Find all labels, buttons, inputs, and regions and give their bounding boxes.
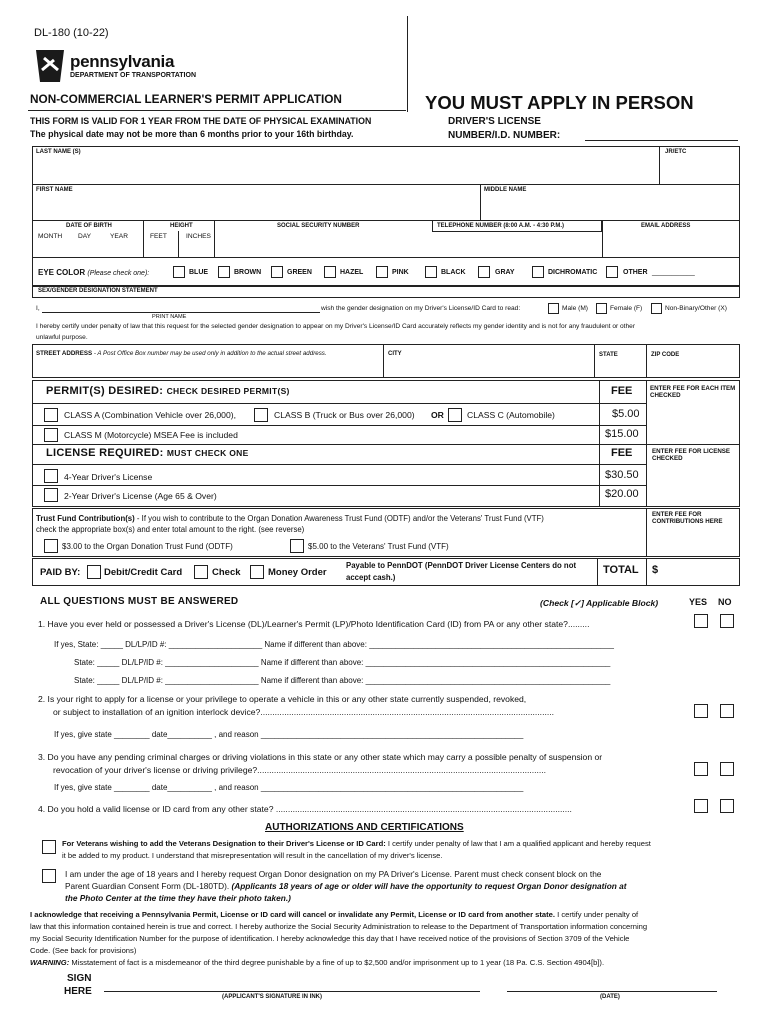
eye-hazel-checkbox[interactable] (324, 266, 336, 278)
organ-donor-text-2: Parent Guardian Consent Form (DL-180TD). (Applicants 18 years of age or older will have the opportunity to request Organ Donor designation at (65, 881, 627, 891)
veterans-text: For Veterans wishing to add the Veterans Designation to their Driver's License or ID Card: I certify under penalty of law that I am a qualified applicant and hereby request (62, 839, 651, 848)
permits-fee-label: FEE (611, 385, 633, 397)
organ-donor-text: I am under the age of 18 years and I hereby request Organ Donor designation on my PA Driver's License. Parent must check consent block on the (65, 869, 602, 879)
q3-no-checkbox[interactable] (720, 762, 734, 776)
license-heading: LICENSE REQUIRED: MUST CHECK ONE (46, 447, 249, 459)
eye-pink-label: PINK (392, 269, 409, 276)
vtf-checkbox[interactable] (290, 539, 304, 553)
sign-label: SIGN (67, 973, 92, 984)
gender-male-checkbox[interactable] (548, 303, 559, 314)
form-title: NON-COMMERCIAL LEARNER'S PERMIT APPLICATION (30, 92, 342, 106)
organ-donor-text-3: the Photo Center at the time they have their photo taken.) (65, 893, 291, 903)
payable-note-2: accept cash.) (346, 573, 396, 582)
ack-text-3: my Social Security Identification Number for the purpose of identification. I hereby acknowledge this day that I have received notice of the provisions of Section 3709 of the Vehicle (30, 934, 630, 943)
four-year-checkbox[interactable] (44, 469, 58, 483)
class-m-fee: $15.00 (605, 428, 639, 440)
feet-label: FEET (150, 233, 167, 240)
q1-state-2[interactable]: State: _____ DL/LP/ID #: _____________________ Name if different than above: _______________________________________________________ (74, 658, 611, 667)
signature-label: (APPLICANT'S SIGNATURE IN INK) (222, 994, 322, 1000)
paid-by-label: PAID BY: (40, 567, 81, 578)
height-label: HEIGHT (170, 223, 193, 229)
gender-certify: I hereby certify under penalty of law that this request for the selected gender designation to appear on my Driver's License/ID Card accurately reflects my gender identity and is not for any fraudulent or other (36, 323, 636, 330)
form-id: DL-180 (10-22) (34, 27, 109, 39)
gender-statement: wish the gender designation on my Driver's License/ID Card to read: (321, 305, 521, 312)
ssn-label: SOCIAL SECURITY NUMBER (277, 223, 360, 229)
gender-female-checkbox[interactable] (596, 303, 607, 314)
vtf-label: $5.00 to the Veterans' Trust Fund (VTF) (308, 542, 449, 551)
eye-other-label: OTHER (623, 269, 648, 276)
q3-yes-checkbox[interactable] (694, 762, 708, 776)
dl-number-label-2: NUMBER/I.D. NUMBER: (448, 130, 561, 141)
veterans-checkbox[interactable] (42, 840, 56, 854)
eye-green-checkbox[interactable] (271, 266, 283, 278)
eye-brown-label: BROWN (234, 269, 262, 276)
print-name-label: PRINT NAME (152, 314, 187, 320)
check-label: Check (212, 567, 241, 578)
q1-state-3[interactable]: State: _____ DL/LP/ID #: _____________________ Name if different than above: _______________________________________________________ (74, 676, 611, 685)
class-c-label: CLASS C (Automobile) (467, 410, 555, 420)
q2-no-checkbox[interactable] (720, 704, 734, 718)
warning-text: WARNING: Misstatement of fact is a misdemeanor of the third degree punishable by a fine of up to $2,500 and/or imprisonment up to 1 year (18 Pa. C.S. Section 4904[b]). (30, 958, 605, 967)
q3-if-yes[interactable]: If yes, give state ________ date__________ , and reason ___________________________________________________________ (54, 783, 524, 792)
permits-fee-note: ENTER FEE FOR EACH ITEM CHECKED (650, 385, 736, 399)
class-m-checkbox[interactable] (44, 428, 58, 442)
gender-certify-2: unlawful purpose. (36, 334, 88, 341)
dl-number-label: DRIVER'S LICENSE (448, 116, 541, 127)
eye-hazel-label: HAZEL (340, 269, 364, 276)
two-year-label: 2-Year Driver's License (Age 65 & Over) (64, 491, 217, 501)
keystone-icon (32, 48, 68, 84)
year-label: YEAR (110, 233, 128, 240)
department-name: DEPARTMENT OF TRANSPORTATION (70, 72, 196, 79)
eye-gray-label: GRAY (495, 269, 515, 276)
gender-i: I, (36, 305, 40, 312)
q2-text-2: or subject to installation of an ignition interlock device?........................................................................................................................... (53, 707, 555, 717)
total-label: TOTAL (603, 564, 639, 576)
month-label: MONTH (38, 233, 63, 240)
no-header: NO (718, 597, 732, 607)
ack-text-2: law that this information contained herein is true and correct. I hereby authorize the Social Security Administration to release to the Department of Transportation information concerning (30, 922, 648, 931)
trust-fund-text-2: check the appropriate box(s) and enter total amount to the right. (see reverse) (36, 525, 305, 534)
organ-donor-checkbox[interactable] (42, 869, 56, 883)
day-label: DAY (78, 233, 92, 240)
check-applicable-label: (Check [✓] Applicable Block) (540, 598, 659, 608)
money-order-label: Money Order (268, 567, 327, 578)
gender-nonbinary-label: Non-Binary/Other (X) (665, 305, 727, 312)
questions-heading: ALL QUESTIONS MUST BE ANSWERED (40, 596, 239, 607)
date-label: (DATE) (600, 994, 620, 1000)
q2-if-yes[interactable]: If yes, give state ________ date__________ , and reason ___________________________________________________________ (54, 730, 524, 739)
two-year-fee: $20.00 (605, 488, 639, 500)
two-year-checkbox[interactable] (44, 488, 58, 502)
q1-text: 1. Have you ever held or possessed a Driver's License (DL)/Learner's Permit (LP)/Photo Identification Card (ID) from PA or any other state?......... (38, 619, 590, 629)
four-year-fee: $30.50 (605, 469, 639, 481)
eye-brown-checkbox[interactable] (218, 266, 230, 278)
dob-label: DATE OF BIRTH (66, 223, 112, 229)
state-label: STATE (599, 352, 618, 358)
q3-text-2: revocation of your driver's license or driving privilege?......................................................................................................................... (53, 765, 547, 775)
street-label: STREET ADDRESS - A Post Office Box number may be used only in addition to the actual street address. (36, 350, 327, 357)
eye-color-label: EYE COLOR (Please check one): (38, 268, 150, 277)
last-name-label: LAST NAME (S) (36, 149, 81, 155)
license-fee-note: ENTER FEE FOR LICENSE CHECKED (652, 448, 731, 462)
debit-checkbox[interactable] (87, 565, 101, 579)
class-c-checkbox[interactable] (448, 408, 462, 422)
payable-note: Payable to PennDOT (PennDOT Driver License Centers do not (346, 561, 577, 570)
q1-yes-checkbox[interactable] (694, 614, 708, 628)
permits-heading: PERMIT(S) DESIRED: CHECK DESIRED PERMIT(S) (46, 385, 290, 397)
debit-label: Debit/Credit Card (104, 567, 183, 578)
first-name-label: FIRST NAME (36, 187, 73, 193)
license-fee-label: FEE (611, 447, 633, 459)
eye-blue-checkbox[interactable] (173, 266, 185, 278)
q2-yes-checkbox[interactable] (694, 704, 708, 718)
city-label: CITY (388, 351, 402, 357)
eye-green-label: GREEN (287, 269, 312, 276)
apply-in-person-banner: YOU MUST APPLY IN PERSON (425, 92, 694, 113)
or-label: OR (431, 410, 444, 420)
class-b-label: CLASS B (Truck or Bus over 26,000) (274, 410, 415, 420)
eye-other-field[interactable]: ___________ (652, 269, 695, 276)
q1-if-yes[interactable]: If yes, State: _____ DL/LP/ID #: _____________________ Name if different than above: _______________________________________________________ (54, 640, 614, 649)
check-checkbox[interactable] (194, 565, 208, 579)
gender-name-field[interactable] (42, 312, 320, 313)
gender-heading: SEX/GENDER DESIGNATION STATEMENT (38, 288, 158, 294)
yes-header: YES (689, 597, 708, 607)
date-line[interactable] (507, 991, 717, 992)
q1-no-checkbox[interactable] (720, 614, 734, 628)
trust-fund-text: Trust Fund Contribution(s) - If you wish to contribute to the Organ Donation Awareness Trust Fund (ODTF) and/or the Veterans' Trust Fund (VTF) (36, 514, 544, 523)
q4-text: 4. Do you hold a valid license or ID card from any other state? ............................................................................................................................ (38, 804, 572, 814)
physical-note: The physical date may not be more than 6 months prior to your 16th birthday. (30, 129, 354, 139)
eye-dichromatic-label: DICHROMATIC (548, 269, 598, 276)
valid-note: THIS FORM IS VALID FOR 1 YEAR FROM THE DATE OF PHYSICAL EXAMINATION (30, 116, 372, 126)
veterans-text-2: it be added to my product. I understand that misrepresentation will result in the cancellation of my driver's license. (62, 851, 443, 860)
telephone-label: TELEPHONE NUMBER (8:00 A.M. - 4:30 P.M.) (437, 223, 565, 229)
class-m-label: CLASS M (Motorcycle) MSEA Fee is included (64, 430, 238, 440)
odtf-checkbox[interactable] (44, 539, 58, 553)
signature-line[interactable] (104, 991, 480, 992)
class-b-checkbox[interactable] (254, 408, 268, 422)
email-label: EMAIL ADDRESS (641, 223, 691, 229)
ack-text-4: Code. (See back for provisions) (30, 946, 137, 955)
eye-black-label: BLACK (441, 269, 466, 276)
class-a-label: CLASS A (Combination Vehicle over 26,000), (64, 410, 236, 420)
middle-name-label: MIDDLE NAME (484, 187, 527, 193)
eye-black-checkbox[interactable] (425, 266, 437, 278)
money-order-checkbox[interactable] (250, 565, 264, 579)
eye-other-checkbox[interactable] (606, 266, 618, 278)
inches-label: INCHES (186, 233, 211, 240)
here-label: HERE (64, 986, 92, 997)
eye-gray-checkbox[interactable] (478, 266, 490, 278)
auth-heading: AUTHORIZATIONS AND CERTIFICATIONS (265, 822, 464, 833)
gender-male-label: Male (M) (562, 305, 589, 312)
class-a-checkbox[interactable] (44, 408, 58, 422)
four-year-label: 4-Year Driver's License (64, 472, 153, 482)
eye-dichromatic-checkbox[interactable] (532, 266, 544, 278)
trust-fee-note: ENTER FEE FOR CONTRIBUTIONS HERE (652, 511, 723, 525)
penndot-logo (32, 48, 68, 89)
q4-no-checkbox[interactable] (720, 799, 734, 813)
q4-yes-checkbox[interactable] (694, 799, 708, 813)
q2-text: 2. Is your right to apply for a license or your privilege to operate a vehicle in this or any other state currently suspended, revoked, (38, 694, 527, 704)
gender-female-label: Female (F) (610, 305, 643, 312)
zip-label: ZIP CODE (651, 352, 680, 358)
q3-text: 3. Do you have any pending criminal charges or driving violations in this state or any other state which may carry a possible penalty of suspension or (38, 752, 603, 762)
dl-number-field[interactable] (585, 140, 738, 141)
jr-etc-label: JR/ETC (665, 149, 687, 155)
total-dollar[interactable]: $ (652, 564, 659, 576)
last-name-field[interactable] (33, 156, 658, 183)
brand-name: pennsylvania (70, 52, 175, 71)
ack-text: I acknowledge that receiving a Pennsylvania Permit, License or ID card will cancel or invalidate any Permit, License or ID card from another state. I certify under penalty of (30, 910, 639, 919)
gender-nonbinary-checkbox[interactable] (651, 303, 662, 314)
odtf-label: $3.00 to the Organ Donation Trust Fund (ODTF) (62, 542, 233, 551)
eye-blue-label: BLUE (189, 269, 209, 276)
eye-pink-checkbox[interactable] (376, 266, 388, 278)
class-abc-fee: $5.00 (612, 408, 640, 420)
